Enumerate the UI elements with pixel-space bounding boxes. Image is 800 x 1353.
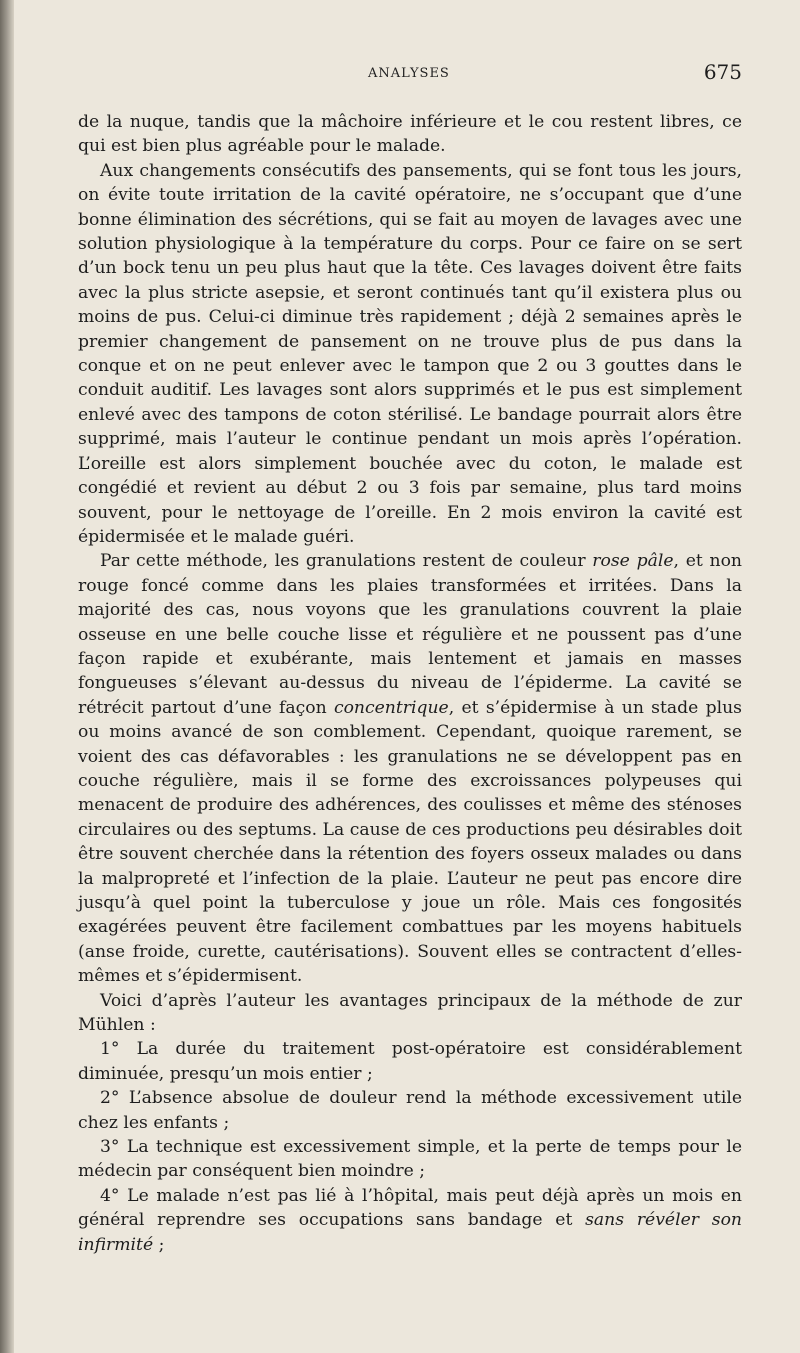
list-item <box>78 1184 742 1257</box>
running-head: ANALYSES <box>368 66 450 81</box>
italic-term: concentrique <box>333 697 449 718</box>
page-header <box>78 60 742 88</box>
paragraph-text: 4° Le malade n’est pas lié à l’hôpital, mais peut déjà après un mois en général reprendre ses occupations sans bandage et <box>78 1185 742 1231</box>
page-binding-edge <box>0 0 14 1353</box>
paragraph-text: ; <box>153 1234 165 1255</box>
paragraph-text: , et non rouge foncé comme dans les plaies transformées et irritées. Dans la majorité des cas, nous voyons que les granulations couvrent la plaie osseuse en une belle couche lisse et régulière et ne poussent pas d’une façon rapide et exubérante, mais lentement et jamais en masses fongueuses s’élevant au-dessus du niveau de l’épiderme. La cavité se rétrécit partout d’une façon <box>78 551 743 718</box>
list-item: 3° La technique est excessivement simple, et la perte de temps pour le médecin par conséquent bien moindre ; <box>78 1137 742 1182</box>
paragraph-text: , et s’épidermise à un stade plus ou moins avancé de son comblement. Cependant, quoique rarement, se voient des cas défavorables : les granulations ne se développent pas en couche régulière, mais il se forme des excroissances polypeuses qui menacent de produire des adhérences, des coulisses et même des sténoses circulaires ou des septums. La cause de ces productions peu désirables doit être souvent cherchée dans la rétention des foyers osseux malades ou dans la malpropreté et l’infection de la plaie. L’auteur ne peut pas encore dire jusqu’à quel point la tuberculose y joue un rôle. Mais ces fongosités exagérées peuvent être facilement combattues par les moyens habituels (anse froide, curette, cautérisations). Souvent elles se contractent d’elles-mêmes et s’épidermisent. <box>78 697 742 987</box>
paragraph: Voici d’après l’auteur les avantages principaux de la méthode de zur Mühlen : <box>78 990 742 1036</box>
paragraph-text: Par cette méthode, les granulations restent de couleur <box>100 551 593 572</box>
italic-term: rose pâle <box>592 551 674 572</box>
paragraph: de la nuque, tandis que la mâchoire inférieure et le cou restent libres, ce qui est bien plus agréable pour le malade. <box>78 112 742 157</box>
page-number: 675 <box>703 60 742 84</box>
paragraph: Aux changements consécutifs des pansements, qui se font tous les jours, on évite toute irritation de la cavité opératoire, ne s’occupant que d’une bonne élimination des sécrétions, qui se fait au moyen de lavages avec une solution physiologique à la température du corps. Pour ce faire on se sert d’un bock tenu un peu plus haut que la tête. Ces lavages doivent être faits avec la plus stricte asepsie, et seront continués tant qu’il existera plus ou moins de pus. Celui-ci diminue très rapidement ; déjà 2 semaines après le premier changement de pansement on ne trouve plus de pus dans la conque et on ne peut enlever avec le tampon que 2 ou 3 gouttes dans le conduit auditif. Les lavages sont alors supprimés et le pus est simplement enlevé avec des tampons de coton stérilisé. Le bandage pourrait alors être supprimé, mais l’auteur le continue pendant un mois après l’opération. L’oreille est alors simplement bouchée avec du coton, le malade est congédié et revient au début 2 ou 3 fois par semaine, plus tard moins souvent, pour le nettoyage de l’oreille. En 2 mois environ la cavité est épidermisée et le malade guéri. <box>78 160 742 547</box>
italic-term: sans révéler son infirmité <box>78 1210 742 1255</box>
paragraph <box>78 549 742 988</box>
list-item: 1° La durée du traitement post-opératoire est considérablement diminuée, presqu’un mois entier ; <box>78 1039 742 1084</box>
list-item: 2° L’absence absolue de douleur rend la méthode excessivement utile chez les enfants ; <box>78 1088 742 1133</box>
body-text <box>78 110 742 1257</box>
